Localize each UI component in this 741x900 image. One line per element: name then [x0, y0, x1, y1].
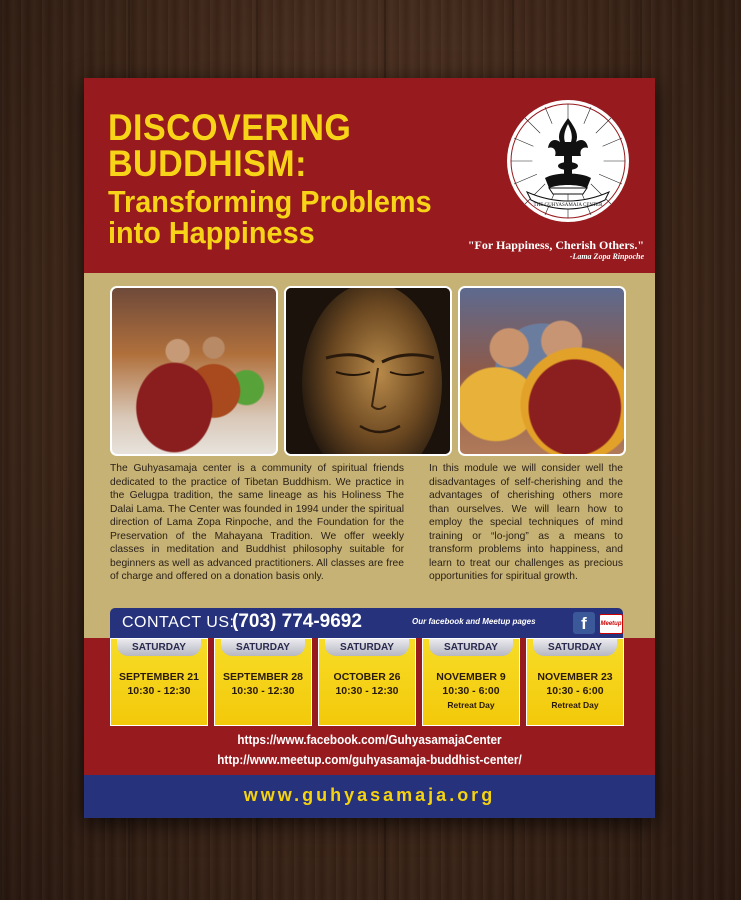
time-label: 10:30 - 12:30 — [231, 685, 295, 697]
logo-text: THE GUHYASAMAJA CENTER — [533, 203, 603, 208]
meetup-icon[interactable]: Meetup — [599, 614, 623, 634]
date-label: SEPTEMBER 21 — [119, 671, 199, 683]
quote-block — [464, 238, 644, 262]
photo-buddha-face — [284, 286, 452, 456]
about-center-paragraph: The Guhyasamaja center is a community of spiritual friends dedicated to the practice of Tibetan Buddhism. We practice in the Gelugpa tradition, the same lineage as his Holiness The Dalai Lama. The Center was founded in 1994 under the spiritual direction of Lama Zopa Rinpoche, and the Foundation for the Preservation of the Mahayana Tradition. We offer weekly classes in meditation and Buddhist philosophy suitable for beginners as well as advanced practitioners. All classes are free of charge and offered on a donation basis only. — [110, 463, 404, 582]
footer-bar — [84, 775, 655, 818]
subtitle-line-1: Transforming Problems — [108, 184, 432, 219]
title-line-2: BUDDHISM: — [108, 143, 307, 184]
date-label: SEPTEMBER 28 — [223, 671, 303, 683]
day-label: SATURDAY — [429, 639, 513, 656]
date-card — [318, 638, 416, 726]
time-label: 10:30 - 6:00 — [442, 685, 500, 697]
main-title — [108, 107, 439, 184]
module-description-paragraph: In this module we will consider well the disadvantages of self-cherishing and the advantages of cherishing others more than ourselves. We will learn how to employ the special techniques of mind training or “lo-jong” as a means to transform problems into happiness, and learn to treat our challenges as precious opportunities for spiritual growth. — [429, 463, 623, 582]
date-label: NOVEMBER 9 — [436, 671, 506, 683]
day-label: SATURDAY — [221, 639, 305, 656]
time-label: 10:30 - 12:30 — [335, 685, 399, 697]
time-label: 10:30 - 12:30 — [127, 685, 191, 697]
schedule-dates — [110, 638, 624, 726]
photo-lama-and-student — [458, 286, 626, 456]
day-label: SATURDAY — [117, 639, 201, 656]
note-label: Retreat Day — [551, 700, 599, 710]
date-card — [214, 638, 312, 726]
day-label: SATURDAY — [533, 639, 617, 656]
header-band — [84, 78, 655, 273]
photo-monks-ritual — [110, 286, 278, 456]
contact-label: CONTACT US: — [122, 614, 235, 631]
facebook-icon[interactable]: f — [573, 612, 595, 634]
day-label: SATURDAY — [325, 639, 409, 656]
date-label: NOVEMBER 23 — [537, 671, 613, 683]
quote-author: -Lama Zopa Rinpoche — [569, 252, 644, 261]
facebook-link[interactable]: https://www.facebook.com/GuhyasamajaCenter — [237, 732, 502, 747]
date-card — [526, 638, 624, 726]
vajra-logo-icon — [505, 98, 631, 224]
note-label: Retreat Day — [447, 700, 495, 710]
website-link[interactable]: www.guhyasamaja.org — [243, 785, 496, 805]
meetup-link[interactable]: http://www.meetup.com/guhyasamaja-buddhist-center/ — [217, 752, 522, 767]
time-label: 10:30 - 6:00 — [546, 685, 604, 697]
phone-number[interactable]: (703) 774-9692 — [232, 611, 362, 632]
quote-text: "For Happiness, Cherish Others." — [467, 238, 644, 252]
date-label: OCTOBER 26 — [333, 671, 401, 683]
subtitle — [108, 186, 480, 248]
social-pages-label: Our facebook and Meetup pages — [412, 617, 536, 626]
date-card — [422, 638, 520, 726]
date-card — [110, 638, 208, 726]
subtitle-line-2: into Happiness — [108, 215, 315, 250]
buddha-face-illustration — [286, 288, 450, 454]
flyer — [84, 78, 655, 818]
title-line-1: DISCOVERING — [108, 107, 352, 148]
contact-bar — [110, 608, 623, 638]
